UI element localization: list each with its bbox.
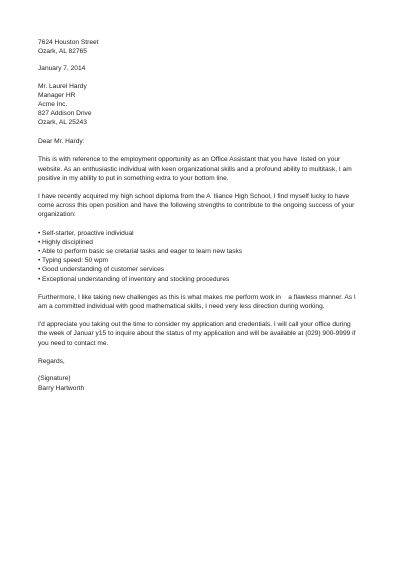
list-item: • Good understanding of customer services <box>38 266 165 274</box>
bullet-icon: • <box>38 257 41 265</box>
paragraph-intro <box>38 155 368 183</box>
list-item: • Exceptional understanding of inventory and stocking procedures <box>38 275 230 283</box>
paragraph-followup <box>38 320 368 348</box>
date-text: January 7, 2014 <box>38 65 86 73</box>
bullet-icon: • <box>38 229 41 237</box>
signature-placeholder: (Signature) <box>38 375 71 383</box>
recipient-title: Manager HR <box>38 91 76 99</box>
list-item: • Able to perform basic se cretarial tasks and eager to learn new tasks <box>38 247 243 255</box>
paragraph-line: positive in my ability to put in something extra to your bottom line. <box>38 174 229 182</box>
bullet-icon: • <box>38 247 41 255</box>
list-item: • Highly disciplined <box>38 238 93 246</box>
recipient-company: Acme Inc. <box>38 101 68 109</box>
closing <box>38 357 368 366</box>
paragraph-line: Furthermore, I like taking new challenges as this is what makes me perform work in a flawless manner. As I <box>38 293 356 301</box>
recipient-street: 827 Addison Drive <box>38 110 92 118</box>
bullet-icon: • <box>38 275 41 283</box>
paragraph-challenges <box>38 293 368 311</box>
paragraph-line: you need to contact me. <box>38 339 109 347</box>
paragraph-line: I have recently acquired my high school diploma from the A lliance High School, I find myself lucky to have <box>38 192 350 200</box>
sender-address <box>38 38 368 56</box>
paragraph-line: come across this open position and have the following strengths to contribute to the ongoing success of your <box>38 202 355 210</box>
sender-street: 7624 Houston Street <box>38 39 99 46</box>
list-item: • Typing speed: 50 wpm <box>38 257 108 265</box>
recipient-address <box>38 82 368 128</box>
paragraph-background <box>38 192 368 220</box>
sender-city: Ozark, AL 82765 <box>38 48 87 56</box>
letter-date <box>38 64 368 73</box>
strengths-list <box>38 229 368 284</box>
bullet-icon: • <box>38 238 41 246</box>
paragraph-line: I'd appreciate you taking out the time to consider my application and credentials. I will call your office during <box>38 321 351 329</box>
paragraph-line: This is with reference to the employment opportunity as an Office Assistant that you have listed on your <box>38 156 341 164</box>
salutation <box>38 137 368 146</box>
paragraph-line: the week of Januar y15 to inquire about the status of my application and will be available at (029) 900-9999 if <box>38 330 356 338</box>
signer-name: Barry Hartworth <box>38 384 85 392</box>
paragraph-line: website. As an enthusiastic individual with keen organizational skills and a profound ability to multitask, I am <box>38 165 352 173</box>
closing-text: Regards, <box>38 358 65 366</box>
salutation-text: Dear Mr. Hardy: <box>38 138 85 146</box>
recipient-city: Ozark, AL 25243 <box>38 119 87 127</box>
letter-body <box>38 38 368 393</box>
signature-block <box>38 374 368 392</box>
bullet-icon: • <box>38 266 41 274</box>
list-item: • Self-starter, proactive individual <box>38 229 134 237</box>
paragraph-line: am a committed individual with good mathematical skills, I need very less direction during working. <box>38 302 325 310</box>
paragraph-line: organization: <box>38 211 76 219</box>
recipient-name: Mr. Laurel Hardy <box>38 82 87 90</box>
